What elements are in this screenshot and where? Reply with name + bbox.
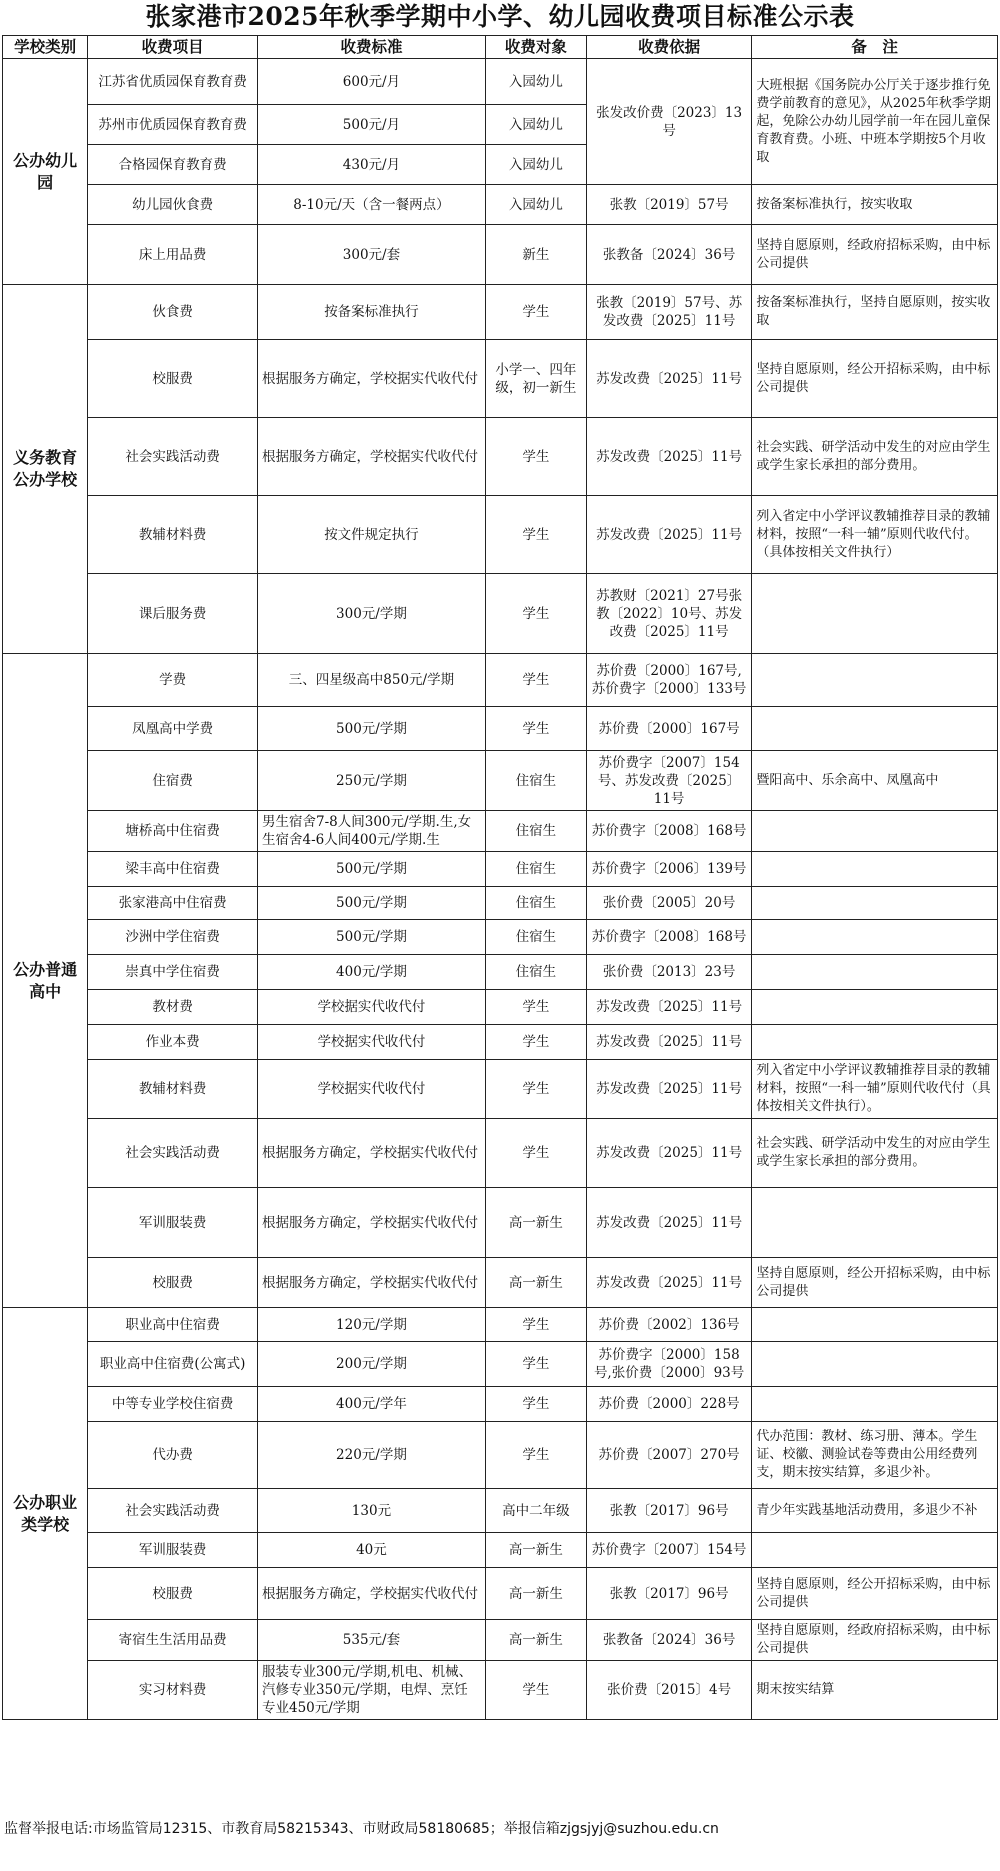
table-row	[3, 990, 998, 1025]
table-row	[3, 340, 998, 418]
fee-item-cell: 寄宿生生活用品费	[88, 1620, 258, 1661]
fee-basis-cell: 苏价费〔2000〕228号	[586, 1387, 751, 1422]
fee-basis-cell: 苏发改费〔2025〕11号	[586, 990, 751, 1025]
fee-standard-cell: 按备案标准执行	[257, 285, 485, 340]
table-row	[3, 1342, 998, 1387]
fee-standard-cell: 220元/学期	[257, 1422, 485, 1489]
fee-item-cell: 代办费	[88, 1422, 258, 1489]
fee-target-cell: 小学一、四年级，初一新生	[485, 340, 586, 418]
fee-item-cell: 伙食费	[88, 285, 258, 340]
fee-target-cell: 学生	[485, 1422, 586, 1489]
fee-item-cell: 实习材料费	[88, 1661, 258, 1720]
fee-standard-cell: 600元/月	[257, 59, 485, 105]
table-row	[3, 225, 998, 285]
fee-standard-cell: 学校据实代收代付	[257, 1060, 485, 1119]
fee-basis-cell: 苏发改费〔2025〕11号	[586, 1258, 751, 1308]
fee-basis-cell: 苏价费〔2007〕270号	[586, 1422, 751, 1489]
fee-standard-cell: 根据服务方确定，学校据实代收代付	[257, 1188, 485, 1258]
fee-item-cell: 沙洲中学住宿费	[88, 920, 258, 955]
header-standard: 收费标准	[257, 36, 485, 59]
fee-basis-cell: 苏发改费〔2025〕11号	[586, 1060, 751, 1119]
fee-basis-cell: 张教〔2019〕57号	[586, 185, 751, 225]
fee-item-cell: 课后服务费	[88, 574, 258, 654]
fee-basis-cell: 苏发改费〔2025〕11号	[586, 496, 751, 574]
fee-target-cell: 学生	[485, 707, 586, 751]
table-row	[3, 1489, 998, 1533]
fee-note-cell	[752, 654, 998, 707]
fee-standard-cell: 根据服务方确定，学校据实代收代付	[257, 418, 485, 496]
fee-note-cell	[752, 990, 998, 1025]
fee-item-cell: 中等专业学校住宿费	[88, 1387, 258, 1422]
fee-target-cell: 住宿生	[485, 751, 586, 811]
table-row	[3, 1060, 998, 1119]
fee-item-cell: 住宿费	[88, 751, 258, 811]
fee-note-cell: 大班根据《国务院办公厅关于逐步推行免费学前教育的意见》，从2025年秋季学期起，免除公办幼儿园学前一年在园儿童保育教育费。小班、中班本学期按5个月收取	[752, 59, 998, 185]
table-row	[3, 1620, 998, 1661]
fee-basis-cell: 苏价费字〔2008〕168号	[586, 920, 751, 955]
fee-standard-cell: 根据服务方确定，学校据实代收代付	[257, 1568, 485, 1620]
table-row	[3, 1387, 998, 1422]
fee-target-cell: 住宿生	[485, 852, 586, 887]
fee-standard-cell: 男生宿舍7-8人间300元/学期.生,女生宿舍4-6人间400元/学期.生	[257, 811, 485, 852]
fee-target-cell: 高一新生	[485, 1568, 586, 1620]
fee-basis-cell: 苏价费字〔2007〕154号、苏发改费〔2025〕11号	[586, 751, 751, 811]
fee-target-cell: 住宿生	[485, 920, 586, 955]
fee-target-cell: 住宿生	[485, 811, 586, 852]
fee-item-cell: 职业高中住宿费(公寓式)	[88, 1342, 258, 1387]
fee-target-cell: 高一新生	[485, 1188, 586, 1258]
fee-basis-cell: 张价费〔2015〕4号	[586, 1661, 751, 1720]
fee-note-cell: 坚持自愿原则，经政府招标采购，由中标公司提供	[752, 225, 998, 285]
fee-standard-cell: 学校据实代收代付	[257, 990, 485, 1025]
fee-basis-cell: 苏价费〔2000〕167号,苏价费字〔2000〕133号	[586, 654, 751, 707]
fee-standard-cell: 300元/套	[257, 225, 485, 285]
table-row	[3, 654, 998, 707]
fee-standard-cell: 根据服务方确定，学校据实代收代付	[257, 1258, 485, 1308]
fee-note-cell	[752, 1533, 998, 1568]
fee-standard-cell: 根据服务方确定，学校据实代收代付	[257, 340, 485, 418]
fee-note-cell: 列入省定中小学评议教辅推荐目录的教辅材料，按照“一科一辅”原则代收代付。（具体按相关文件执行）	[752, 496, 998, 574]
fee-item-cell: 职业高中住宿费	[88, 1308, 258, 1342]
table-row	[3, 811, 998, 852]
fee-standard-cell: 200元/学期	[257, 1342, 485, 1387]
fee-standard-cell: 130元	[257, 1489, 485, 1533]
fee-target-cell: 高一新生	[485, 1533, 586, 1568]
table-row	[3, 1568, 998, 1620]
fee-note-cell	[752, 887, 998, 920]
fee-target-cell: 入园幼儿	[485, 185, 586, 225]
fee-note-cell	[752, 811, 998, 852]
table-row	[3, 1025, 998, 1060]
fee-standard-cell: 学校据实代收代付	[257, 1025, 485, 1060]
fee-standard-cell: 500元/学期	[257, 852, 485, 887]
fee-note-cell	[752, 707, 998, 751]
fee-target-cell: 学生	[485, 990, 586, 1025]
fee-note-cell	[752, 574, 998, 654]
fee-target-cell: 住宿生	[485, 887, 586, 920]
table-row	[3, 185, 998, 225]
fee-target-cell: 学生	[485, 418, 586, 496]
fee-item-cell: 江苏省优质园保育教育费	[88, 59, 258, 105]
header-note: 备 注	[752, 36, 998, 59]
table-row	[3, 955, 998, 990]
fee-target-cell: 入园幼儿	[485, 145, 586, 185]
fee-item-cell: 合格园保育教育费	[88, 145, 258, 185]
fee-item-cell: 凤凰高中学费	[88, 707, 258, 751]
header-basis: 收费依据	[586, 36, 751, 59]
fee-item-cell: 塘桥高中住宿费	[88, 811, 258, 852]
fee-note-cell	[752, 1387, 998, 1422]
fee-note-cell: 坚持自愿原则，经公开招标采购，由中标公司提供	[752, 1258, 998, 1308]
fee-note-cell: 社会实践、研学活动中发生的对应由学生或学生家长承担的部分费用。	[752, 1119, 998, 1188]
table-row	[3, 920, 998, 955]
fee-item-cell: 社会实践活动费	[88, 1119, 258, 1188]
table-row	[3, 1533, 998, 1568]
header-item: 收费项目	[88, 36, 258, 59]
fee-item-cell: 教材费	[88, 990, 258, 1025]
fee-basis-cell: 苏价费字〔2007〕154号	[586, 1533, 751, 1568]
report-contact-footer: 监督举报电话:市场监管局12315、市教育局58215343、市财政局58180685；举报信箱zjgsjyj@suzhou.edu.cn	[4, 1821, 719, 1837]
fee-basis-cell: 苏价费字〔2008〕168号	[586, 811, 751, 852]
fee-note-cell	[752, 920, 998, 955]
table-row	[3, 59, 998, 105]
table-row	[3, 852, 998, 887]
fee-target-cell: 住宿生	[485, 955, 586, 990]
fee-basis-cell: 张价费〔2013〕23号	[586, 955, 751, 990]
table-row	[3, 496, 998, 574]
fee-target-cell: 入园幼儿	[485, 59, 586, 105]
table-row	[3, 1422, 998, 1489]
fee-note-cell	[752, 1308, 998, 1342]
fee-target-cell: 学生	[485, 496, 586, 574]
fee-basis-cell: 张教〔2019〕57号、苏发改费〔2025〕11号	[586, 285, 751, 340]
fee-basis-cell: 张教〔2017〕96号	[586, 1568, 751, 1620]
fee-target-cell: 学生	[485, 1060, 586, 1119]
fee-standard-cell: 250元/学期	[257, 751, 485, 811]
fee-standard-cell: 根据服务方确定，学校据实代收代付	[257, 1119, 485, 1188]
fee-basis-cell: 张教备〔2024〕36号	[586, 1620, 751, 1661]
fee-note-cell: 按备案标准执行，按实收取	[752, 185, 998, 225]
fee-basis-cell: 张教〔2017〕96号	[586, 1489, 751, 1533]
table-row	[3, 418, 998, 496]
fee-note-cell	[752, 1025, 998, 1060]
fee-target-cell: 新生	[485, 225, 586, 285]
table-row	[3, 707, 998, 751]
fee-item-cell: 军训服装费	[88, 1533, 258, 1568]
fee-note-cell	[752, 852, 998, 887]
fee-note-cell: 列入省定中小学评议教辅推荐目录的教辅材料，按照“一科一辅”原则代收代付（具体按相关文件执行）。	[752, 1060, 998, 1119]
fee-standard-cell: 535元/套	[257, 1620, 485, 1661]
fee-table	[2, 35, 998, 1720]
fee-item-cell: 社会实践活动费	[88, 418, 258, 496]
fee-basis-cell: 苏价费〔2000〕167号	[586, 707, 751, 751]
fee-basis-cell: 苏发改费〔2025〕11号	[586, 1025, 751, 1060]
fee-note-cell: 坚持自愿原则，经政府招标采购，由中标公司提供	[752, 1620, 998, 1661]
header-row	[3, 36, 998, 59]
table-row	[3, 1188, 998, 1258]
fee-target-cell: 学生	[485, 1025, 586, 1060]
table-row	[3, 1308, 998, 1342]
fee-item-cell: 张家港高中住宿费	[88, 887, 258, 920]
fee-basis-cell: 苏发改费〔2025〕11号	[586, 418, 751, 496]
category-cell: 公办职业类学校	[3, 1308, 88, 1720]
table-row	[3, 1661, 998, 1720]
fee-item-cell: 作业本费	[88, 1025, 258, 1060]
fee-standard-cell: 500元/学期	[257, 887, 485, 920]
fee-item-cell: 学费	[88, 654, 258, 707]
fee-standard-cell: 430元/月	[257, 145, 485, 185]
category-cell: 公办普通高中	[3, 654, 88, 1308]
fee-basis-cell: 苏教财〔2021〕27号张教〔2022〕10号、苏发改费〔2025〕11号	[586, 574, 751, 654]
fee-basis-cell: 苏发改费〔2025〕11号	[586, 1119, 751, 1188]
fee-target-cell: 学生	[485, 1387, 586, 1422]
fee-note-cell: 坚持自愿原则，经公开招标采购，由中标公司提供	[752, 340, 998, 418]
page-title: 张家港市2025年秋季学期中小学、幼儿园收费项目标准公示表	[145, 2, 855, 31]
fee-item-cell: 社会实践活动费	[88, 1489, 258, 1533]
fee-basis-cell: 苏价费字〔2000〕158号,张价费〔2000〕93号	[586, 1342, 751, 1387]
fee-table-body	[3, 59, 998, 1720]
fee-standard-cell: 120元/学期	[257, 1308, 485, 1342]
fee-item-cell: 校服费	[88, 340, 258, 418]
fee-standard-cell: 8-10元/天（含一餐两点）	[257, 185, 485, 225]
fee-target-cell: 学生	[485, 654, 586, 707]
fee-basis-cell: 苏发改费〔2025〕11号	[586, 1188, 751, 1258]
fee-standard-cell: 300元/学期	[257, 574, 485, 654]
fee-basis-cell: 苏价费〔2002〕136号	[586, 1308, 751, 1342]
fee-standard-cell: 400元/学期	[257, 955, 485, 990]
fee-note-cell: 按备案标准执行，坚持自愿原则，按实收取	[752, 285, 998, 340]
table-row	[3, 751, 998, 811]
fee-basis-cell: 张教备〔2024〕36号	[586, 225, 751, 285]
fee-standard-cell: 500元/学期	[257, 707, 485, 751]
fee-target-cell: 学生	[485, 574, 586, 654]
fee-target-cell: 入园幼儿	[485, 105, 586, 145]
header-category: 学校类别	[3, 36, 88, 59]
fee-target-cell: 高一新生	[485, 1620, 586, 1661]
fee-standard-cell: 500元/月	[257, 105, 485, 145]
fee-note-cell: 暨阳高中、乐余高中、凤凰高中	[752, 751, 998, 811]
fee-basis-cell: 苏价费字〔2006〕139号	[586, 852, 751, 887]
fee-standard-cell: 400元/学年	[257, 1387, 485, 1422]
fee-item-cell: 校服费	[88, 1258, 258, 1308]
fee-note-cell: 期末按实结算	[752, 1661, 998, 1720]
fee-target-cell: 学生	[485, 285, 586, 340]
table-row	[3, 887, 998, 920]
fee-note-cell: 坚持自愿原则，经公开招标采购，由中标公司提供	[752, 1568, 998, 1620]
fee-item-cell: 梁丰高中住宿费	[88, 852, 258, 887]
fee-standard-cell: 按文件规定执行	[257, 496, 485, 574]
header-target: 收费对象	[485, 36, 586, 59]
category-cell: 公办幼儿园	[3, 59, 88, 285]
fee-item-cell: 幼儿园伙食费	[88, 185, 258, 225]
fee-item-cell: 床上用品费	[88, 225, 258, 285]
fee-item-cell: 苏州市优质园保育教育费	[88, 105, 258, 145]
fee-target-cell: 学生	[485, 1308, 586, 1342]
fee-target-cell: 学生	[485, 1119, 586, 1188]
fee-standard-cell: 500元/学期	[257, 920, 485, 955]
fee-note-cell	[752, 955, 998, 990]
fee-standard-cell: 40元	[257, 1533, 485, 1568]
table-row	[3, 285, 998, 340]
fee-item-cell: 教辅材料费	[88, 1060, 258, 1119]
fee-basis-cell: 张发改价费〔2023〕13号	[586, 59, 751, 185]
fee-target-cell: 学生	[485, 1342, 586, 1387]
fee-item-cell: 崇真中学住宿费	[88, 955, 258, 990]
fee-target-cell: 高一新生	[485, 1258, 586, 1308]
fee-note-cell: 青少年实践基地活动费用，多退少不补	[752, 1489, 998, 1533]
fee-item-cell: 军训服装费	[88, 1188, 258, 1258]
fee-target-cell: 学生	[485, 1661, 586, 1720]
table-row	[3, 574, 998, 654]
fee-basis-cell: 苏发改费〔2025〕11号	[586, 340, 751, 418]
fee-note-cell	[752, 1188, 998, 1258]
fee-target-cell: 高中二年级	[485, 1489, 586, 1533]
fee-item-cell: 校服费	[88, 1568, 258, 1620]
fee-note-cell	[752, 1342, 998, 1387]
table-row	[3, 1258, 998, 1308]
fee-item-cell: 教辅材料费	[88, 496, 258, 574]
fee-standard-cell: 三、四星级高中850元/学期	[257, 654, 485, 707]
category-cell: 义务教育公办学校	[3, 285, 88, 654]
fee-basis-cell: 张价费〔2005〕20号	[586, 887, 751, 920]
table-row	[3, 1119, 998, 1188]
fee-note-cell: 社会实践、研学活动中发生的对应由学生或学生家长承担的部分费用。	[752, 418, 998, 496]
fee-standard-cell: 服装专业300元/学期,机电、机械、汽修专业350元/学期，电焊、烹饪专业450元/学期	[257, 1661, 485, 1720]
fee-note-cell: 代办范围：教材、练习册、薄本。学生证、校徽、测验试卷等费由公用经费列支，期末按实结算，多退少补。	[752, 1422, 998, 1489]
